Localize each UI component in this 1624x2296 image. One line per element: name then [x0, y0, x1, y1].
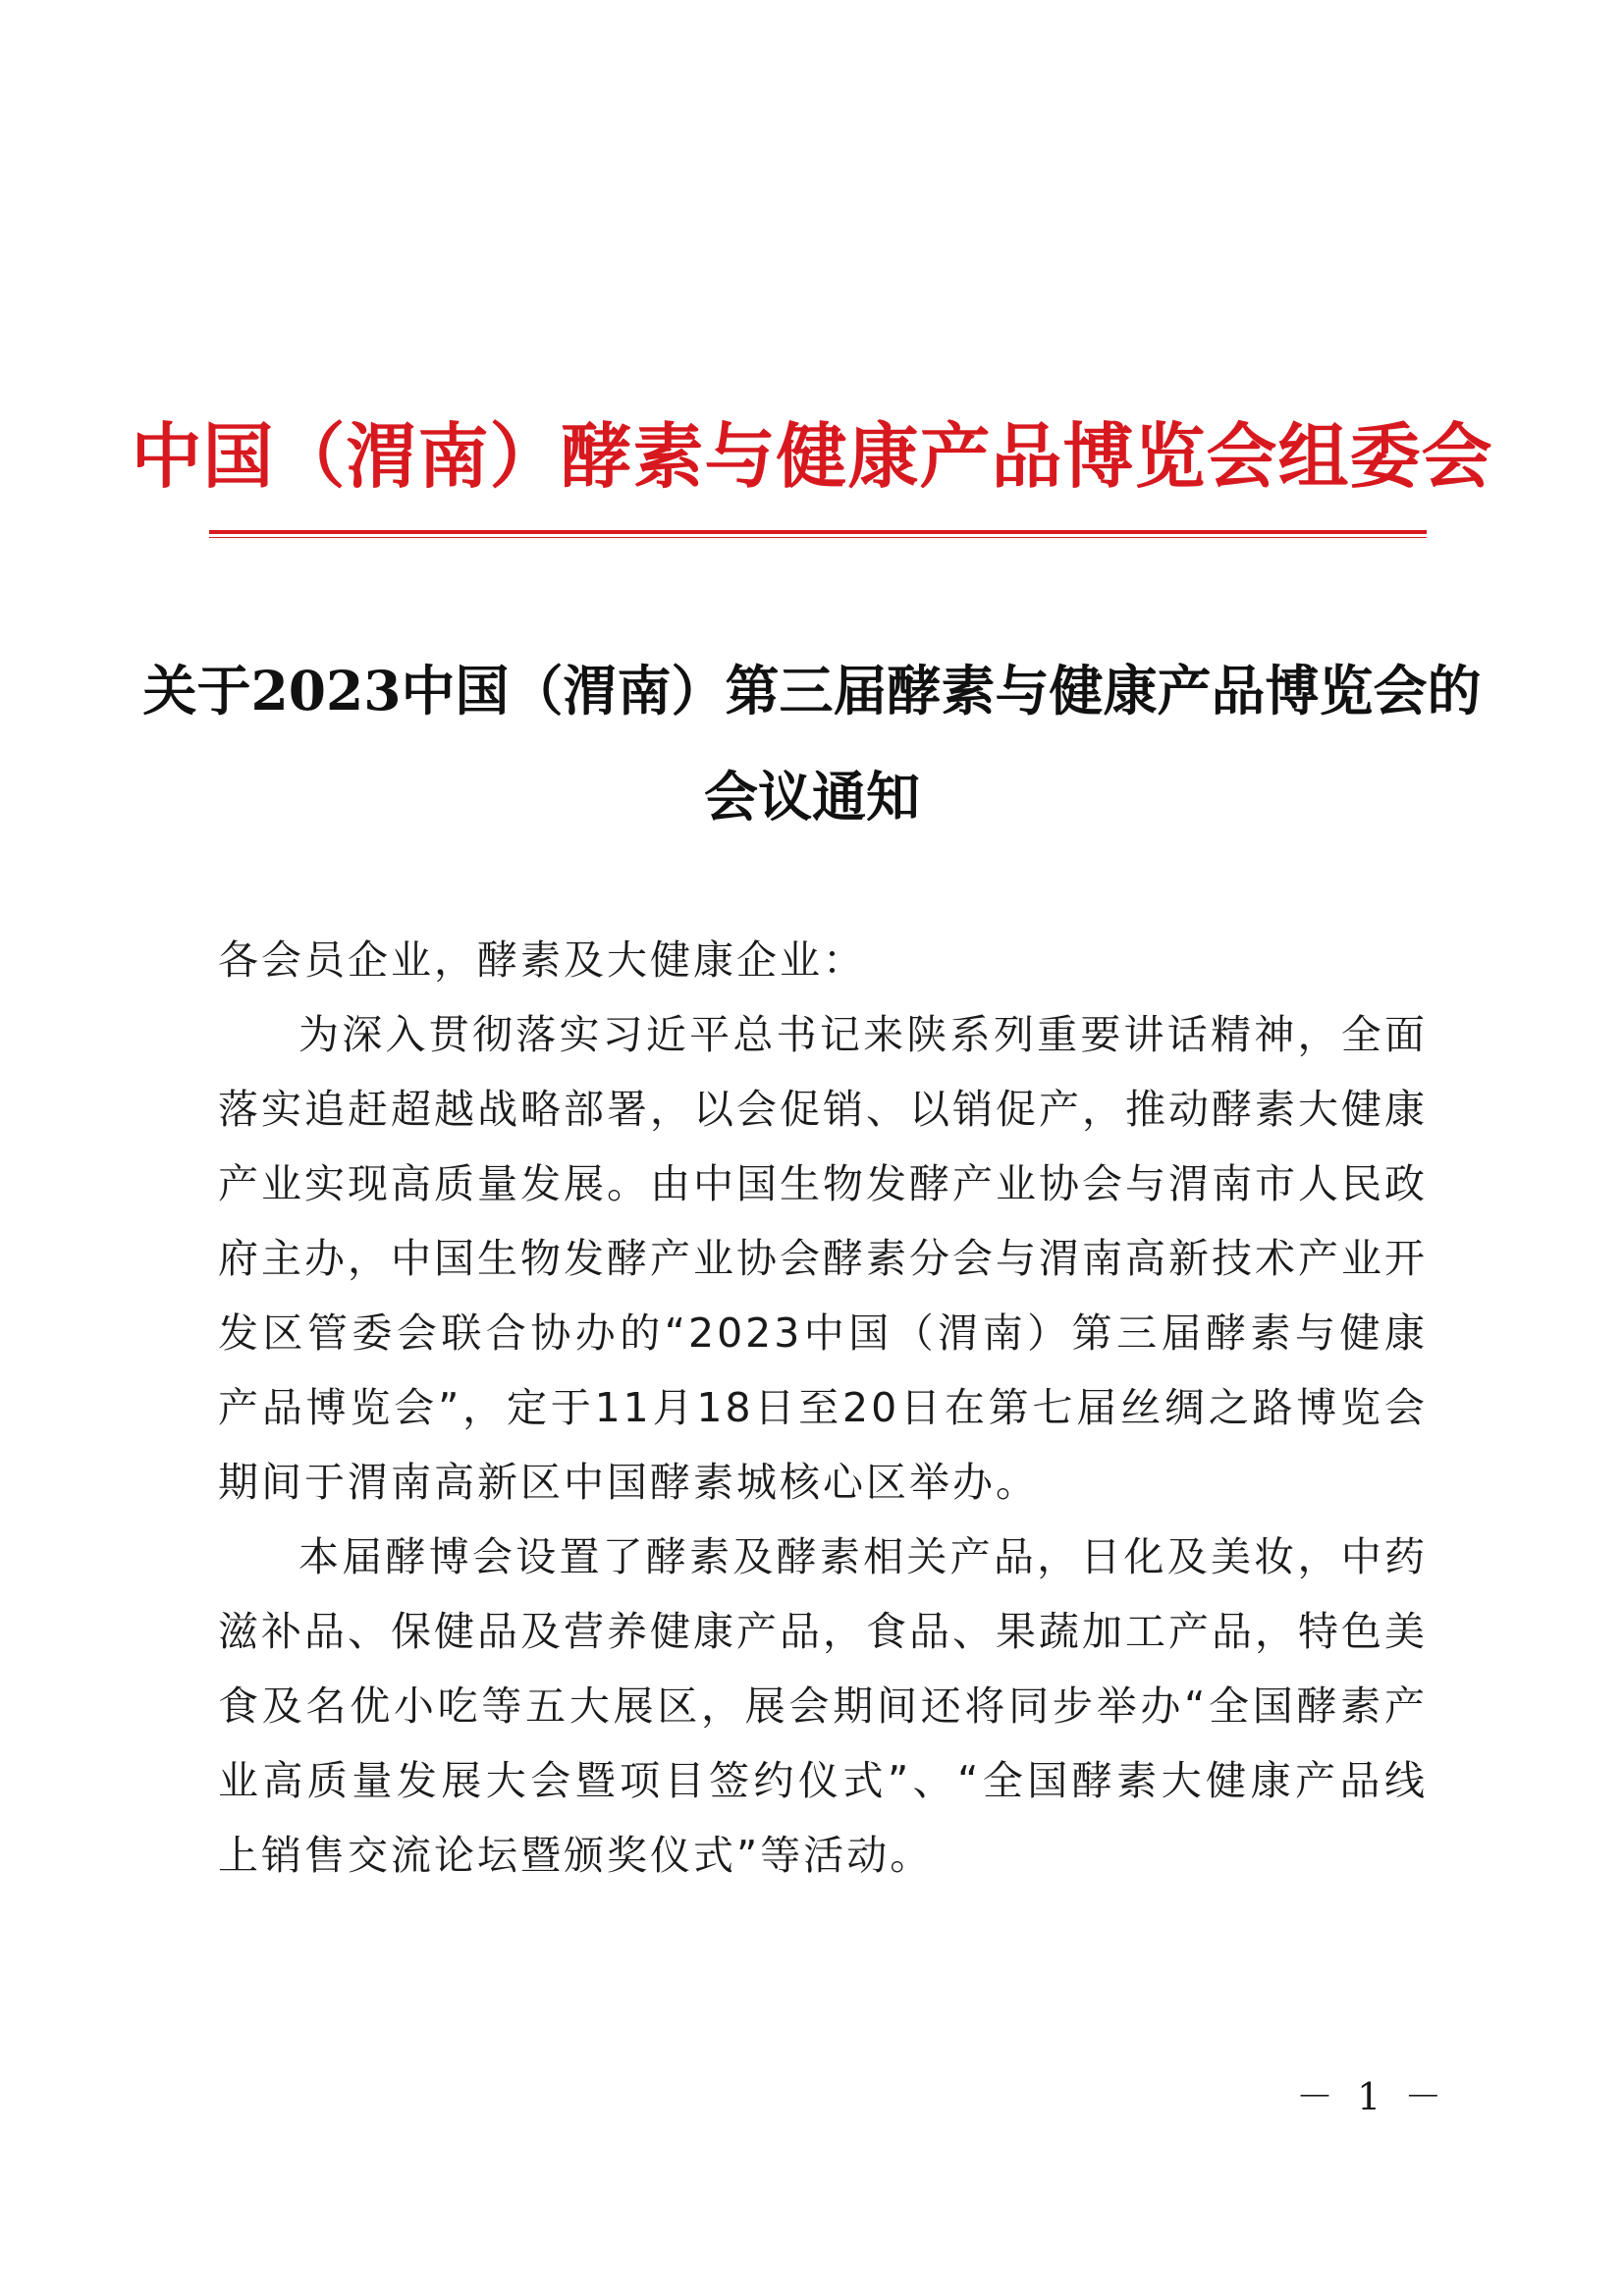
page-number: － 1 －	[1296, 2075, 1448, 2118]
body-paragraph-2: 本届酵博会设置了酵素及酵素相关产品，日化及美妆，中药滋补品、保健品及营养健康产品，食品、果蔬加工产品，特色美食及名优小吃等五大展区，展会期间还将同步举办“全国酵素产业高质量发展大会暨项目签约仪式”、“全国酵素大健康产品线上销售交流论坛暨颁奖仪式”等活动。	[218, 1533, 1428, 1879]
salutation: 各会员企业，酵素及大健康企业：	[218, 936, 866, 984]
document-body	[218, 923, 1428, 1893]
masthead-title: 中国（渭南）酵素与健康产品博览会组委会	[131, 414, 1493, 498]
notice-title-line-2: 会议通知	[703, 765, 920, 828]
notice-title-line-1: 关于2023中国（渭南）第三届酵素与健康产品博览会的	[142, 659, 1482, 722]
body-paragraph-1: 为深入贯彻落实习近平总书记来陕系列重要讲话精神，全面落实追赶超越战略部署，以会促销、以销促产，推动酵素大健康产业实现高质量发展。由中国生物发酵产业协会与渭南市人民政府主办，中国生物发酵产业协会酵素分会与渭南高新技术产业开发区管委会联合协办的“2023中国（渭南）第三届酵素与健康产品博览会”，定于11月18日至20日在第七届丝绸之路博览会期间于渭南高新区中国酵素城核心区举办。	[218, 1011, 1428, 1506]
masthead-divider	[209, 530, 1427, 538]
notice-title	[0, 638, 1624, 850]
